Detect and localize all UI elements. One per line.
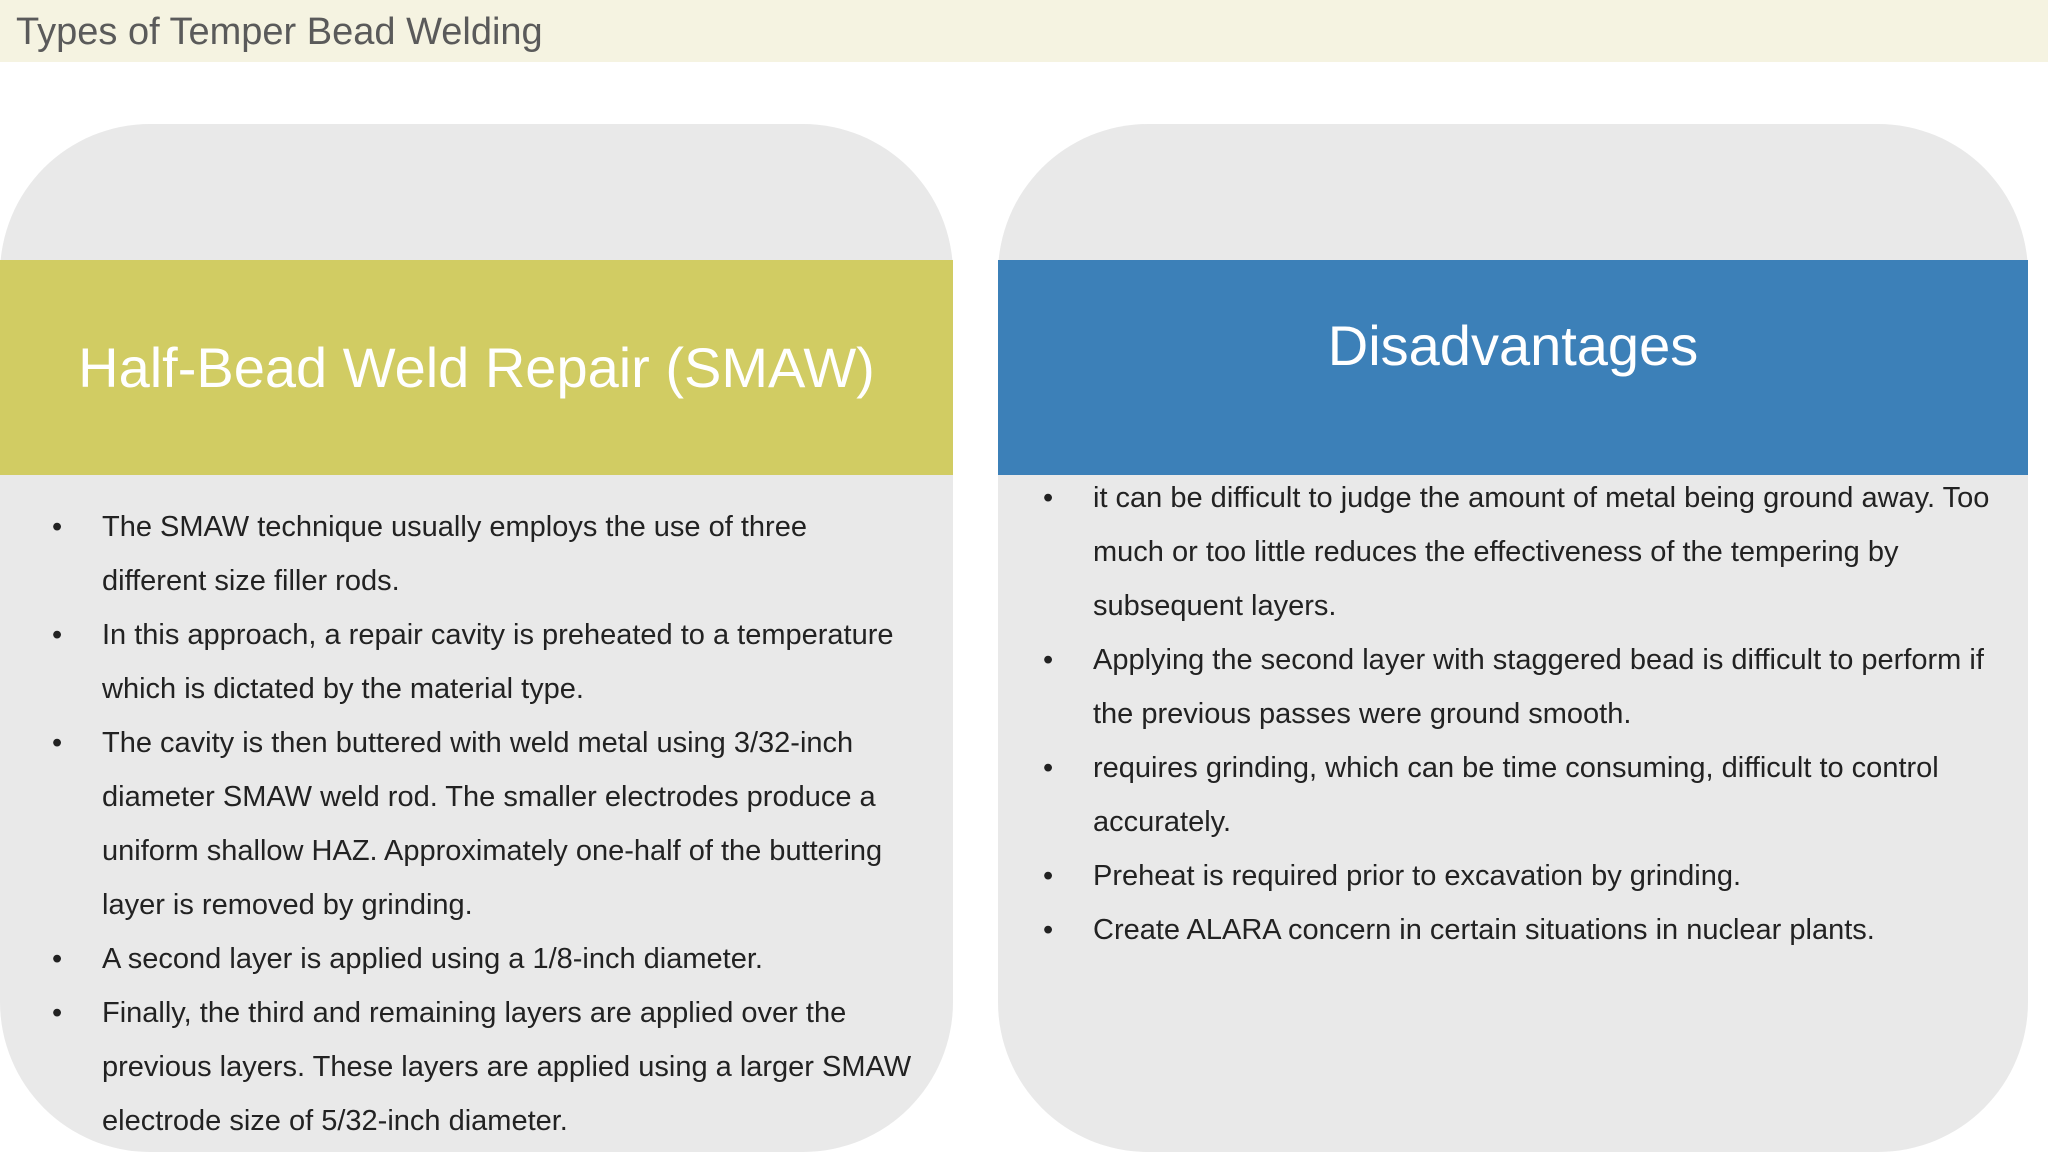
- slide-title: Types of Temper Bead Welding: [16, 11, 543, 53]
- bullet-icon: •: [52, 619, 63, 651]
- list-item: [52, 500, 912, 608]
- bullet-icon: •: [52, 511, 63, 543]
- list-item: [52, 608, 912, 716]
- bullet-text: Applying the second layer with staggered bead is difficult to perform if the previous passes were ground smooth.: [1093, 644, 1984, 730]
- left-bullet-list: [52, 500, 912, 1148]
- list-item: [52, 716, 912, 932]
- right-card-header: [998, 260, 2028, 475]
- bullet-text: Finally, the third and remaining layers are applied over the previous layers. These layers are applied using a larger SMAW electrode size of 5/32-inch diameter.: [102, 997, 912, 1137]
- right-bullet-list: [1043, 471, 1993, 957]
- title-bar: [0, 0, 2048, 62]
- bullet-icon: •: [1043, 482, 1054, 514]
- bullet-text: Create ALARA concern in certain situations in nuclear plants.: [1093, 914, 1875, 946]
- bullet-icon: •: [1043, 752, 1054, 784]
- bullet-icon: •: [1043, 914, 1054, 946]
- list-item: [1043, 903, 1993, 957]
- bullet-icon: •: [52, 727, 63, 759]
- list-item: [52, 986, 912, 1148]
- bullet-text: it can be difficult to judge the amount of metal being ground away. Too much or too little reduces the effectiveness of the tempering by subsequent layers.: [1093, 482, 1990, 622]
- list-item: [1043, 471, 1993, 633]
- left-card-header: [0, 260, 953, 475]
- bullet-text: The cavity is then buttered with weld metal using 3/32-inch diameter SMAW weld rod. The smaller electrodes produce a uniform shallow HAZ. Approximately one-half of the buttering layer is removed by grinding.: [102, 727, 883, 921]
- bullet-icon: •: [52, 943, 63, 975]
- right-card-heading: Disadvantages: [1327, 314, 1699, 377]
- list-item: [1043, 849, 1993, 903]
- list-item: [1043, 633, 1993, 741]
- bullet-icon: •: [1043, 644, 1054, 676]
- bullet-text: In this approach, a repair cavity is preheated to a temperature which is dictated by the material type.: [102, 619, 894, 705]
- left-card-heading: Half-Bead Weld Repair (SMAW): [78, 335, 875, 399]
- bullet-text: Preheat is required prior to excavation by grinding.: [1093, 860, 1742, 892]
- bullet-text: The SMAW technique usually employs the use of three different size filler rods.: [102, 511, 807, 597]
- list-item: [52, 932, 912, 986]
- bullet-text: A second layer is applied using a 1/8-inch diameter.: [102, 943, 763, 975]
- bullet-icon: •: [1043, 860, 1054, 892]
- list-item: [1043, 741, 1993, 849]
- bullet-icon: •: [52, 997, 63, 1029]
- bullet-text: requires grinding, which can be time consuming, difficult to control accurately.: [1093, 752, 1939, 838]
